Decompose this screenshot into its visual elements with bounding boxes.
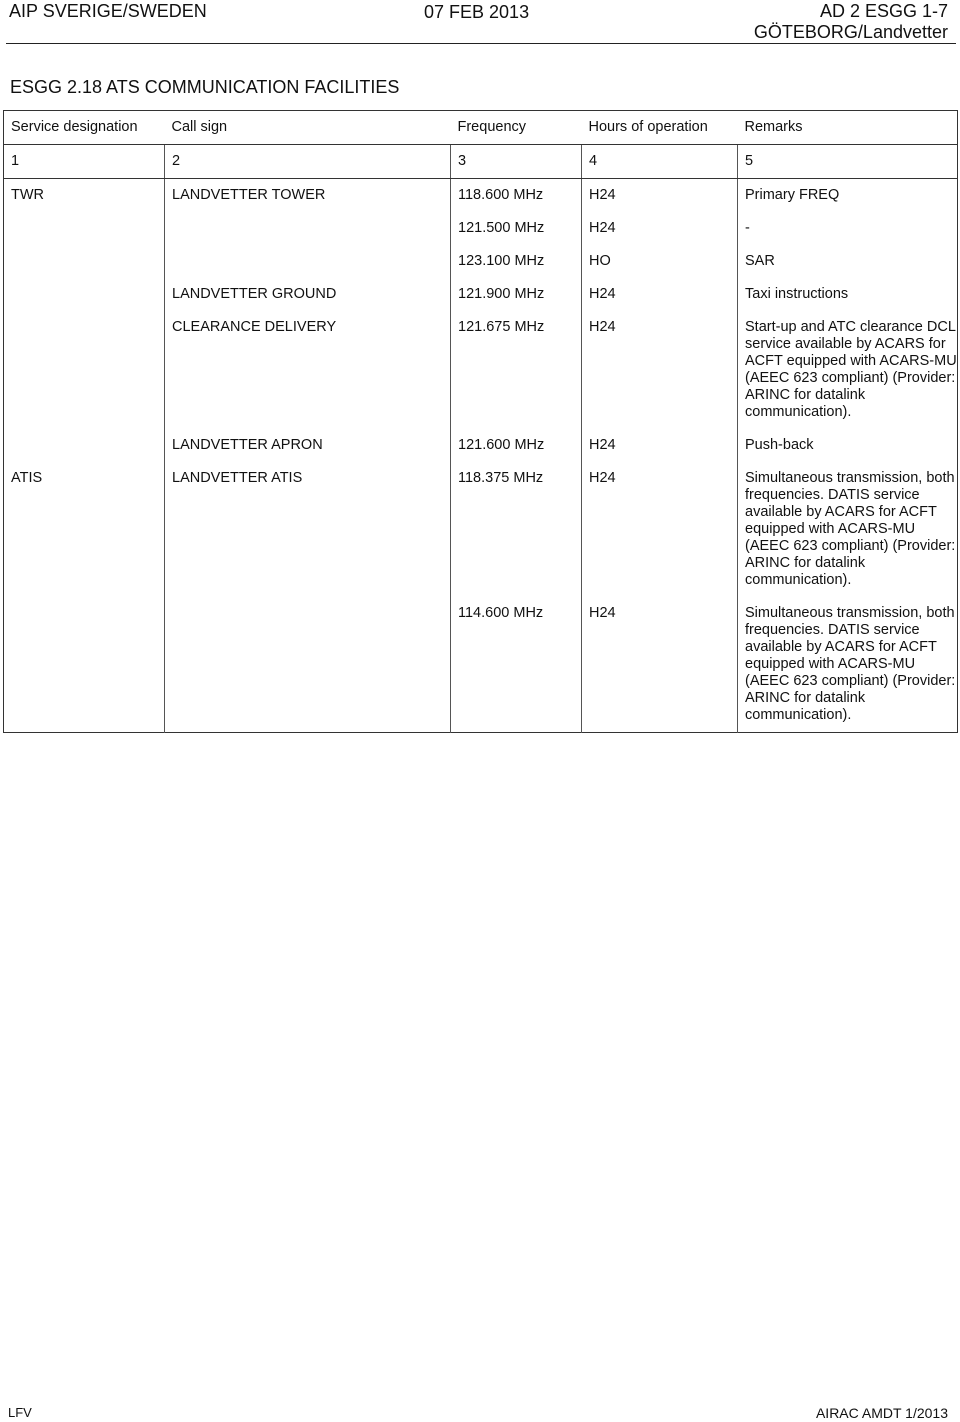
cell-service-designation	[4, 429, 165, 462]
column-header-hours: Hours of operation	[582, 111, 738, 145]
page-number: AD 2 ESGG 1-7	[819, 1, 948, 21]
section-title: ESGG 2.18 ATS COMMUNICATION FACILITIES	[10, 77, 400, 97]
cell-service-designation	[4, 311, 165, 429]
cell-frequency: 121.900 MHz	[451, 278, 582, 311]
aerodrome-name: GÖTEBORG/Landvetter	[753, 22, 948, 42]
column-header-call-sign: Call sign	[165, 111, 451, 145]
table-row	[4, 179, 958, 213]
cell-frequency: 118.375 MHz	[451, 462, 582, 597]
cell-service-designation	[4, 597, 165, 733]
cell-remarks: Primary FREQ	[745, 187, 840, 203]
column-number: 2	[165, 145, 451, 179]
cell-hours-of-operation: H24	[582, 311, 738, 429]
table-row	[4, 212, 958, 245]
cell-call-sign: CLEARANCE DELIVERY	[165, 311, 451, 429]
cell-frequency: 121.600 MHz	[451, 429, 582, 462]
cell-call-sign: LANDVETTER APRON	[165, 429, 451, 462]
cell-remarks: Start-up and ATC clearance DCL service available by ACARS for ACFT equipped with ACARS-MU (AEEC 623 compliant) (Provider: ARINC for datalink communication).	[745, 319, 957, 420]
cell-service-designation: TWR	[4, 179, 165, 213]
footer-issuer: LFV	[8, 1405, 32, 1420]
cell-call-sign: LANDVETTER GROUND	[165, 278, 451, 311]
cell-frequency: 121.500 MHz	[451, 212, 582, 245]
table-body	[4, 179, 958, 733]
cell-remarks: SAR	[745, 253, 775, 269]
cell-frequency: 118.600 MHz	[451, 179, 582, 213]
table-row	[4, 597, 958, 733]
header-divider	[6, 43, 956, 44]
footer-amendment: AIRAC AMDT 1/2013	[815, 1405, 948, 1421]
publication-date: 07 FEB 2013	[424, 2, 530, 22]
cell-hours-of-operation: HO	[582, 245, 738, 278]
cell-hours-of-operation: H24	[582, 597, 738, 733]
cell-hours-of-operation: H24	[582, 278, 738, 311]
table-header-row	[4, 111, 958, 145]
column-number: 3	[451, 145, 582, 179]
cell-call-sign	[165, 212, 451, 245]
cell-service-designation	[4, 245, 165, 278]
cell-frequency: 123.100 MHz	[451, 245, 582, 278]
column-number: 1	[4, 145, 165, 179]
page-reference	[754, 1, 948, 43]
cell-hours-of-operation: H24	[582, 462, 738, 597]
table-row	[4, 462, 958, 597]
cell-call-sign: LANDVETTER TOWER	[165, 179, 451, 213]
table-row	[4, 278, 958, 311]
column-header-service: Service designation	[4, 111, 165, 145]
publication-title: AIP SVERIGE/SWEDEN	[9, 1, 207, 21]
cell-service-designation	[4, 212, 165, 245]
cell-call-sign	[165, 245, 451, 278]
column-header-frequency: Frequency	[451, 111, 582, 145]
cell-remarks: Taxi instructions	[745, 286, 849, 302]
cell-hours-of-operation: H24	[582, 429, 738, 462]
column-header-remarks: Remarks	[738, 111, 958, 145]
table-row	[4, 429, 958, 462]
cell-hours-of-operation: H24	[582, 212, 738, 245]
table-row	[4, 311, 958, 429]
cell-service-designation	[4, 278, 165, 311]
cell-frequency: 114.600 MHz	[451, 597, 582, 733]
column-number: 4	[582, 145, 738, 179]
cell-remarks: Simultaneous transmission, both frequencies. DATIS service available by ACARS for ACFT equipped with ACARS-MU (AEEC 623 compliant) (Provider: ARINC for datalink communication).	[745, 605, 956, 723]
cell-remarks: Push-back	[745, 437, 814, 453]
cell-call-sign	[165, 597, 451, 733]
column-number: 5	[738, 145, 958, 179]
table-number-row	[4, 145, 958, 179]
cell-call-sign: LANDVETTER ATIS	[165, 462, 451, 597]
cell-remarks: Simultaneous transmission, both frequencies. DATIS service available by ACARS for ACFT equipped with ACARS-MU (AEEC 623 compliant) (Provider: ARINC for datalink communication).	[745, 470, 956, 588]
cell-frequency: 121.675 MHz	[451, 311, 582, 429]
ats-communication-table	[3, 110, 958, 733]
cell-hours-of-operation: H24	[582, 179, 738, 213]
page-header	[0, 0, 960, 44]
table-row	[4, 245, 958, 278]
cell-remarks: -	[745, 220, 750, 236]
cell-service-designation: ATIS	[4, 462, 165, 597]
